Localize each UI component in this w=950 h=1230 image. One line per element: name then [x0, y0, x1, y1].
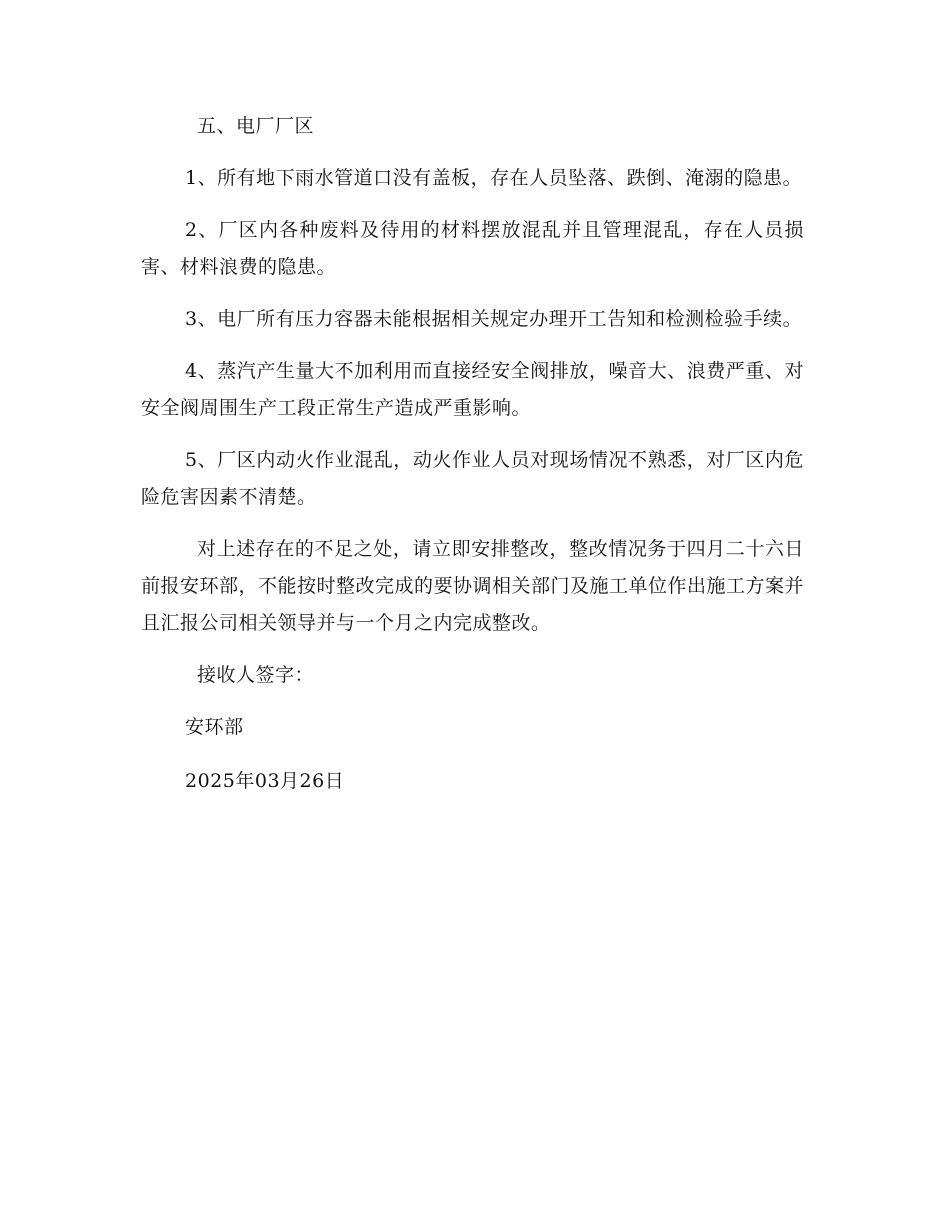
- issue-item-3: 3、电厂所有压力容器未能根据相关规定办理开工告知和检测检验手续。: [185, 308, 803, 330]
- issue-item-5: 5、厂区内动火作业混乱，动火作业人员对现场情况不熟悉，对厂区内危险危害因素不清楚。: [141, 449, 804, 508]
- section-heading: 五、电厂厂区: [197, 115, 315, 137]
- receiver-signature-label: 接收人签字：: [197, 664, 315, 686]
- issuing-department: 安环部: [185, 716, 244, 738]
- issue-item-2: 2、厂区内各种废料及待用的材料摆放混乱并且管理混乱，存在人员损害、材料浪费的隐患。: [141, 219, 804, 278]
- issue-item-4: 4、蒸汽产生量大不加利用而直接经安全阀排放，噪音大、浪费严重、对安全阀周围生产工段正常生产造成严重影响。: [141, 360, 804, 419]
- issue-item-1: 1、所有地下雨水管道口没有盖板，存在人员坠落、跌倒、淹溺的隐患。: [185, 167, 803, 189]
- issue-date: 2025年03月26日: [185, 770, 345, 792]
- closing-paragraph: 对上述存在的不足之处，请立即安排整改，整改情况务于四月二十六日前报安环部，不能按时整改完成的要协调相关部门及施工单位作出施工方案并且汇报公司相关领导并与一个月之内完成整改。: [141, 538, 805, 634]
- document-body: [141, 108, 804, 800]
